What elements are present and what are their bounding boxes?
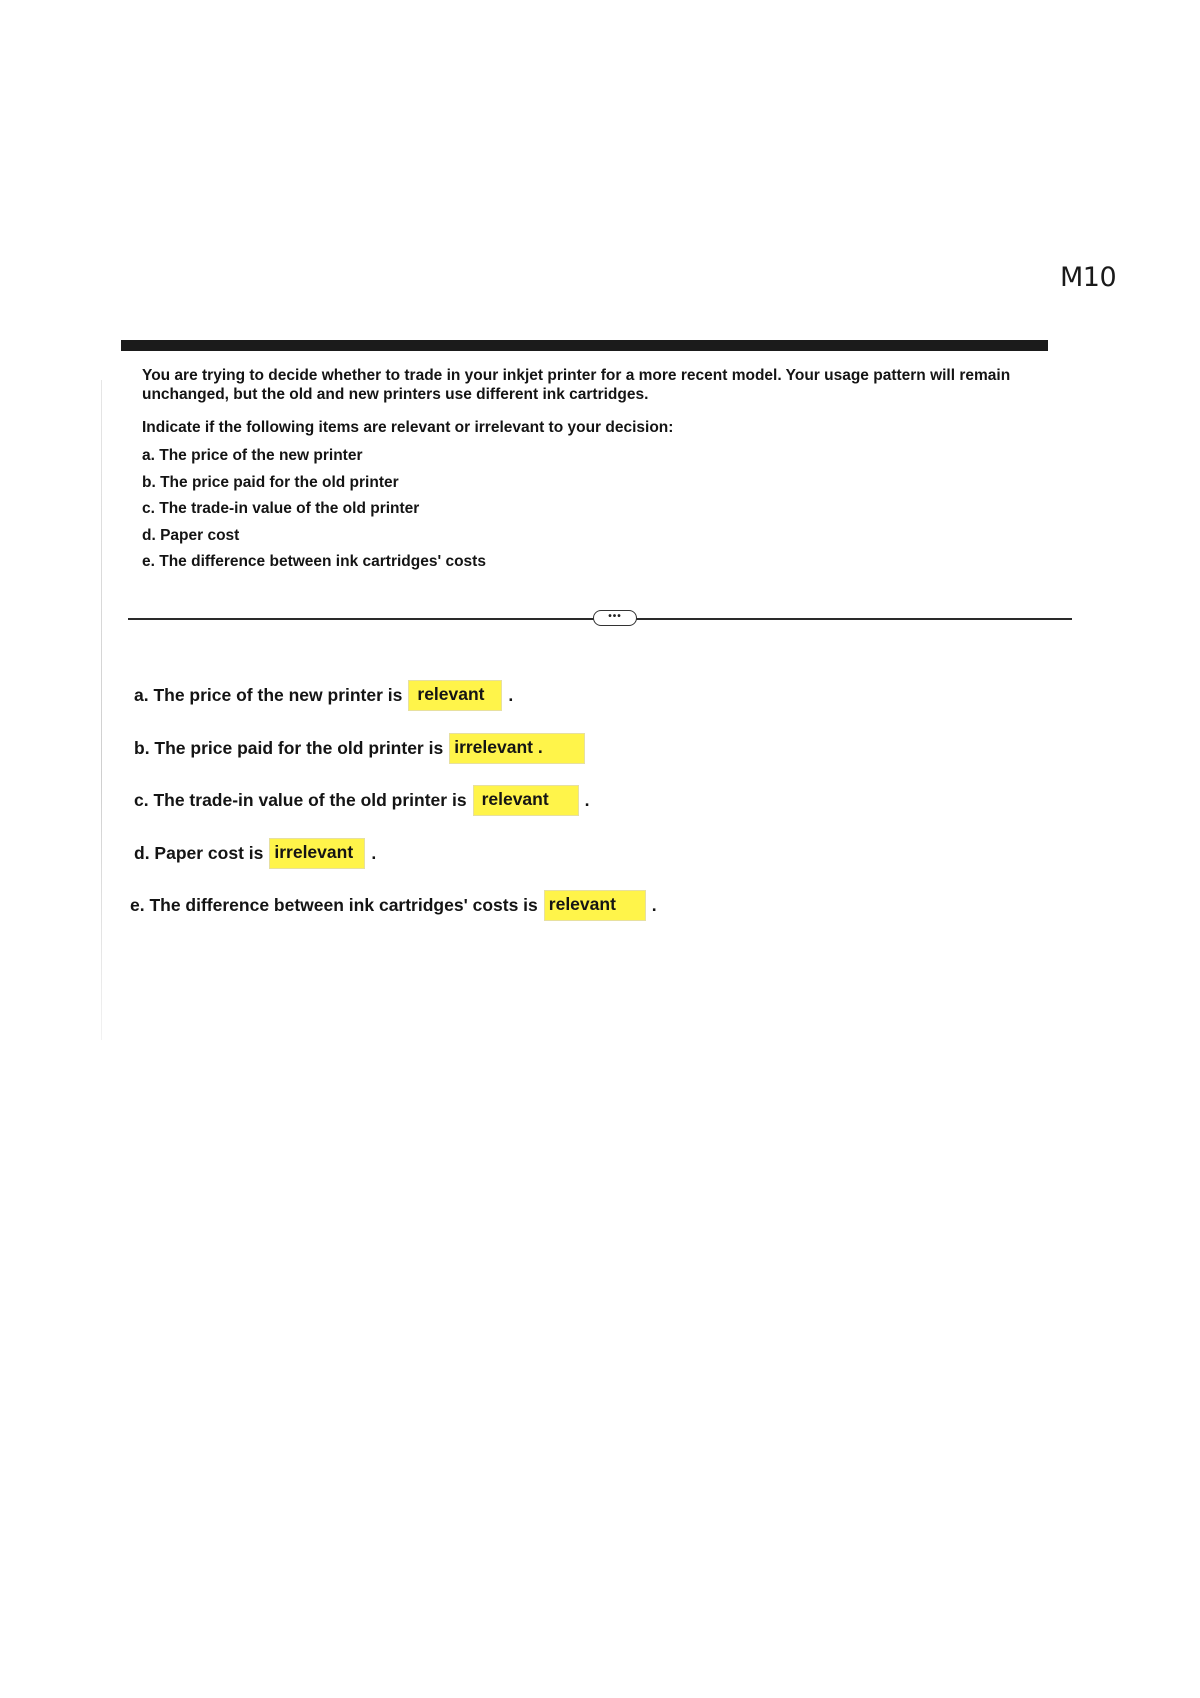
question-item: d. Paper cost <box>142 526 240 544</box>
answer-label: e. The difference between ink cartridges' costs is <box>130 895 538 915</box>
page-tag: M10 <box>1060 262 1117 293</box>
question-header-bar <box>121 340 1048 351</box>
answer-label: b. The price paid for the old printer is <box>134 738 444 758</box>
answer-dropdown-d[interactable]: irrelevant <box>269 838 365 869</box>
answer-period: . <box>651 895 657 915</box>
answer-period: . <box>584 790 590 810</box>
answer-dropdown-c[interactable]: relevant <box>473 785 579 816</box>
answer-row-d <box>134 838 376 869</box>
answer-dropdown-a[interactable]: relevant <box>408 680 502 711</box>
answer-dropdown-b[interactable]: irrelevant . <box>449 733 585 764</box>
answer-label: c. The trade-in value of the old printer is <box>134 790 467 810</box>
question-block <box>142 366 1042 576</box>
question-prompt: Indicate if the following items are relevant or irrelevant to your decision: <box>142 419 674 436</box>
answer-period: . <box>508 685 514 705</box>
answer-row-a <box>134 680 513 711</box>
answer-period: . <box>371 843 377 863</box>
question-item: c. The trade-in value of the old printer <box>142 500 420 517</box>
answer-row-c <box>134 785 589 816</box>
answer-label: d. Paper cost is <box>134 843 264 863</box>
margin-line <box>101 380 102 1040</box>
answer-row-b <box>134 733 591 764</box>
answer-dropdown-e[interactable]: relevant <box>544 890 646 921</box>
question-item: e. The difference between ink cartridges' costs <box>142 553 486 570</box>
answer-row-e <box>130 890 657 921</box>
question-intro: You are trying to decide whether to trade in your inkjet printer for a more recent model. Your usage pattern will remain unchanged, but the old and new printers use different ink cartridges. <box>142 367 1011 403</box>
question-items <box>142 443 1042 576</box>
question-item: a. The price of the new printer <box>142 447 363 464</box>
question-item: b. The price paid for the old printer <box>142 473 399 491</box>
answer-label: a. The price of the new printer is <box>134 685 403 705</box>
expand-more-button[interactable]: ••• <box>593 610 637 626</box>
